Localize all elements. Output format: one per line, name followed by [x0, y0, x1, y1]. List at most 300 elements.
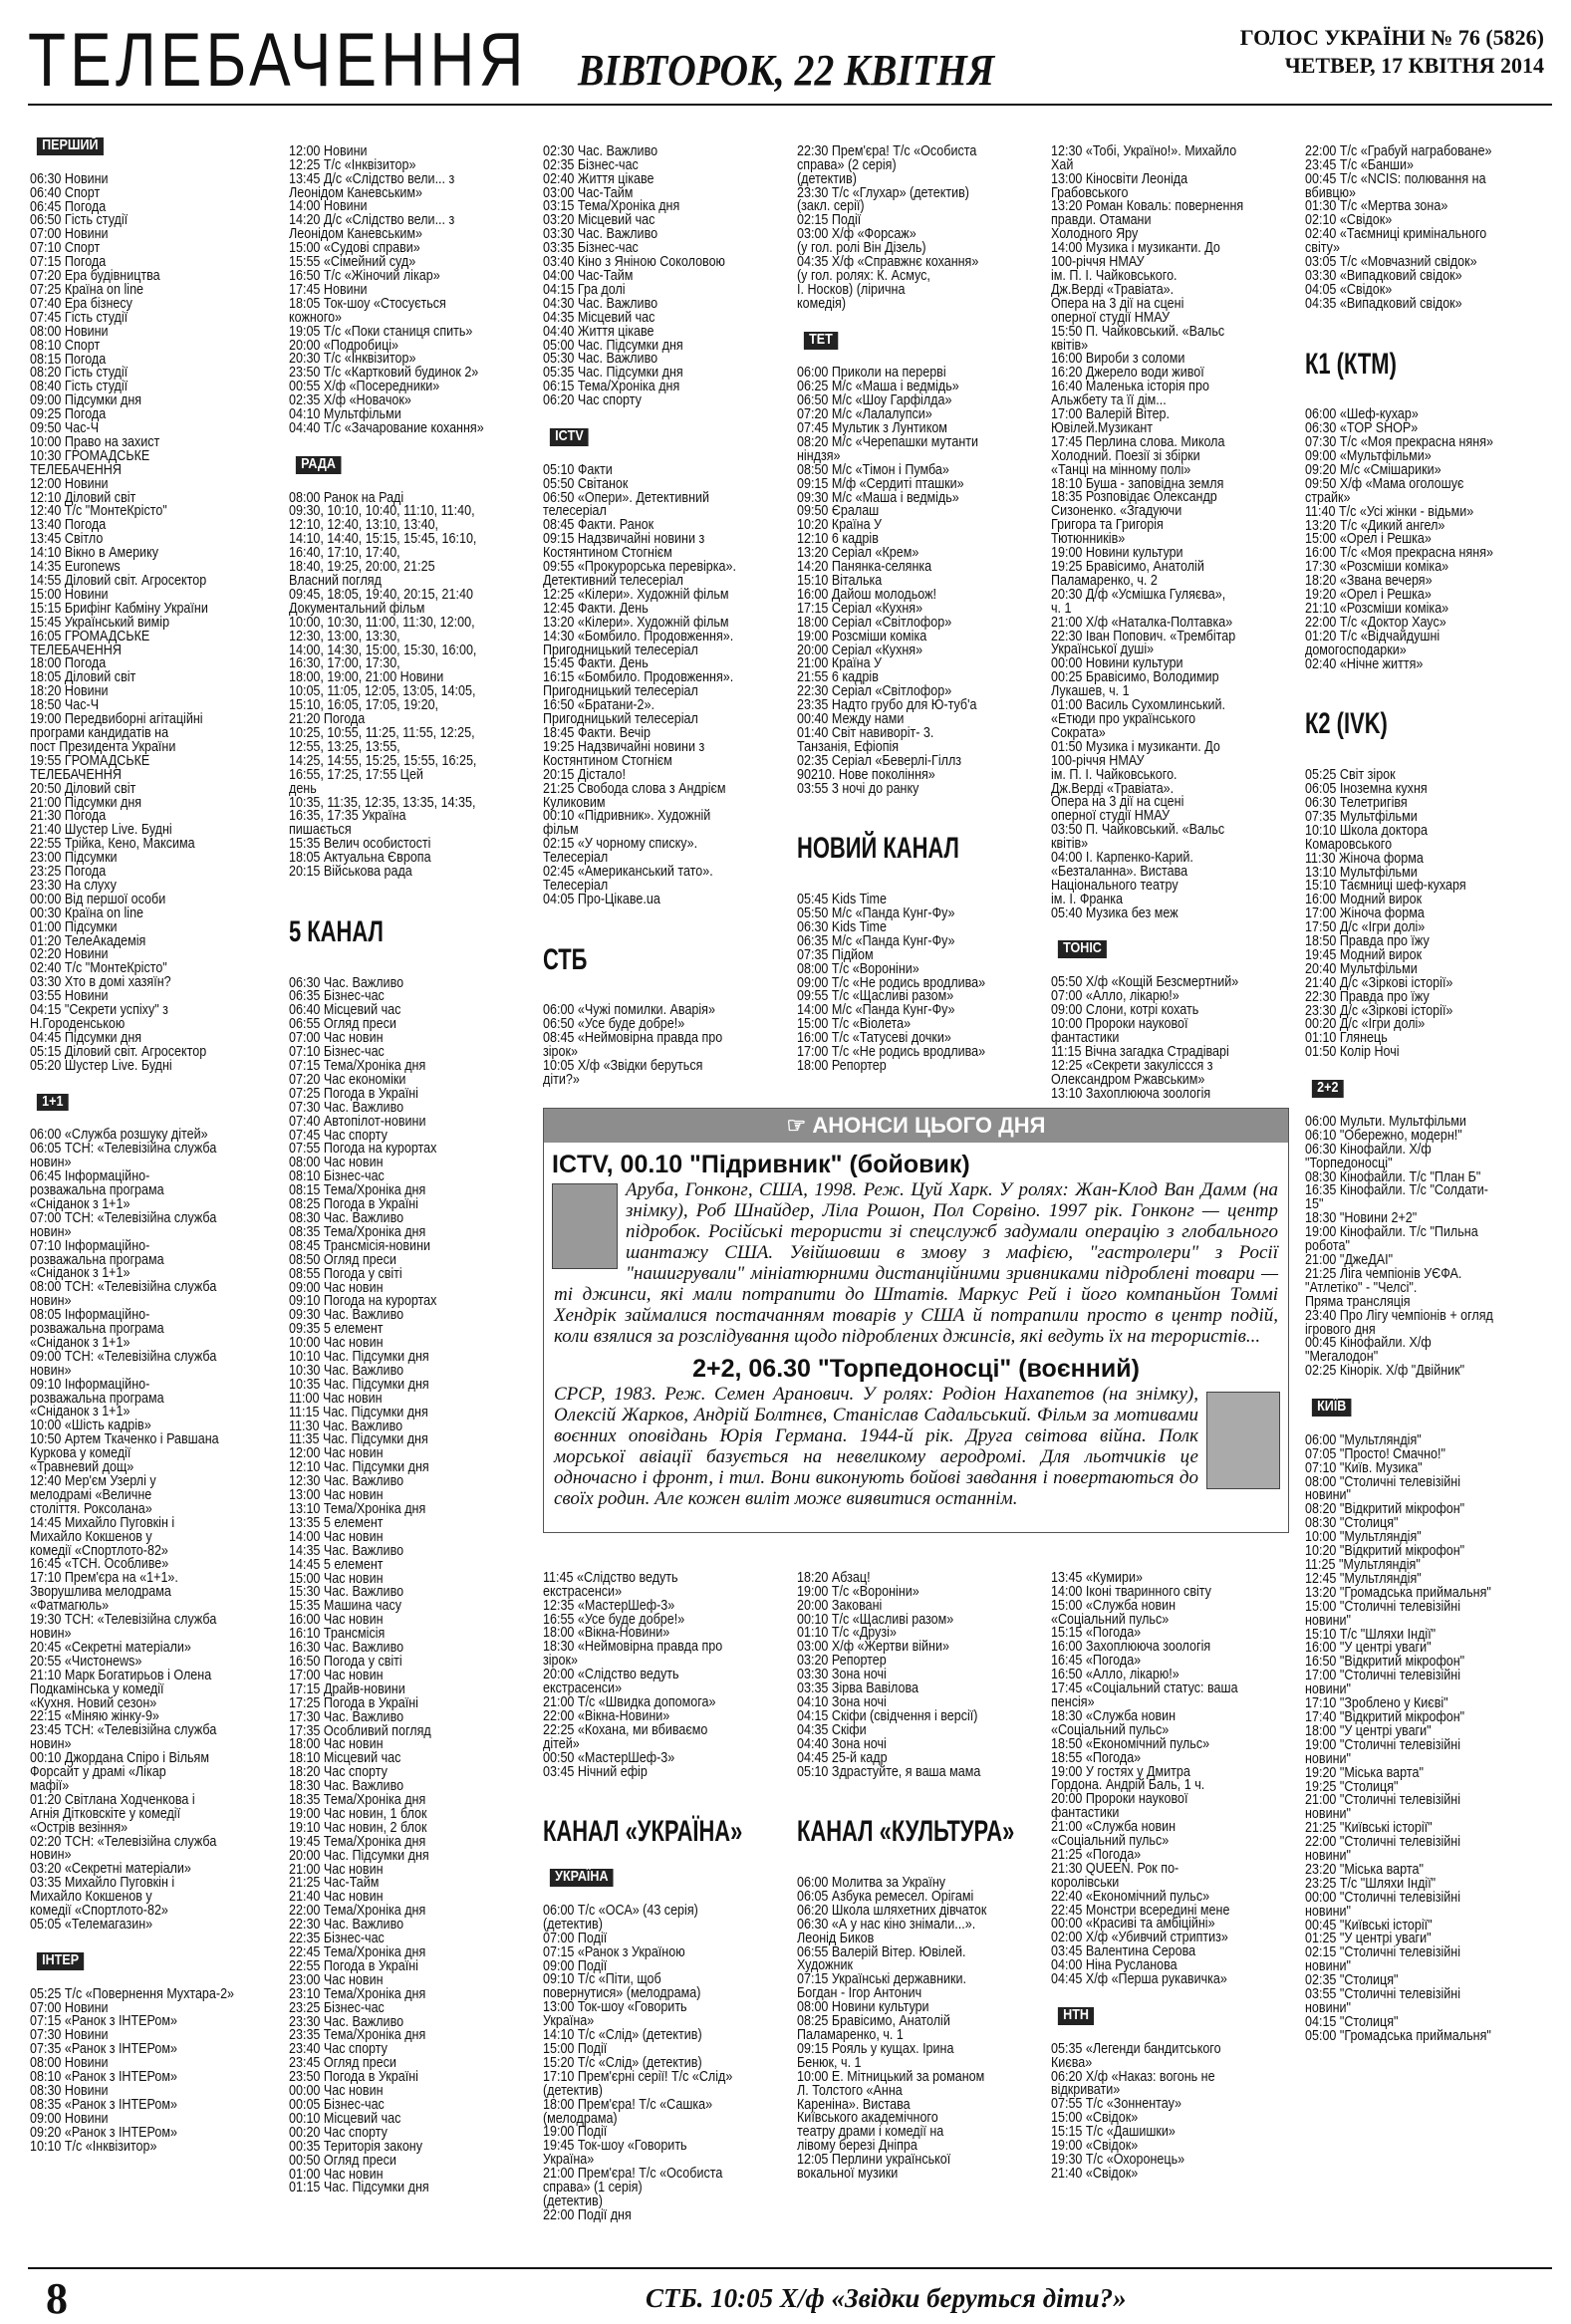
schedule-line: 08:00 Т/с «Вороніни» [797, 960, 919, 977]
schedule-line: дітей» [543, 1735, 580, 1752]
schedule-line: 23:20 "Міська варта" [1305, 1861, 1424, 1878]
schedule-line: 19:45 Модний вирок [1305, 946, 1423, 963]
announcement-1-text: Аруба, Гонконг, США, 1998. Реж. Цуй Харк. У ролях: Жан-Клод Ван Дамм (на знімку), Роб Шнайдер, Ліла Рошон, Пол Сорвіно. 1997 рік. Гонконг — центр підробок. Російські терористи зі спецслужб задумали операцію з глобального шантажу США. Увійшовши в змову з мафією, "гастролери" з Росії "нашигрували" мініатюрними дистанційними зривниками підроблені товари — ті джинси, які мали потрапити до Штатів. Маркус Рей і його компаньйон Томмі Хендрік займалися постачанням товарів у США й потрапили просто в центр подій, коли взялися за розслідування щодо підроблених джинсів, які ведуть їх на терористів... [554, 1179, 1278, 1347]
schedule-line: 07:20 М/с «Лалалупси» [797, 406, 932, 423]
schedule-line: 21:40 Шустер Live. Будні [30, 822, 172, 839]
schedule-line: 13:20 Роман Коваль: повернення [1051, 198, 1244, 215]
schedule-line: 09:00 «Мультфільми» [1305, 448, 1432, 465]
schedule-line: 16:50 "Відкритий мікрофон" [1305, 1654, 1465, 1671]
schedule-line: 02:40 «Нічне життя» [1305, 655, 1424, 672]
schedule-line: 12:10, 12:40, 13:10, 13:40, [289, 517, 439, 534]
schedule-line: 01:30 Т/с «Мертва зона» [1305, 198, 1448, 215]
kultura-schedule [797, 1877, 1002, 2182]
schedule-line: 00:40 Между нами [797, 711, 905, 728]
schedule-line: 20:00 Заковані [797, 1597, 883, 1614]
schedule-line: 04:10 Мультфільми [289, 406, 401, 423]
schedule-line: 01:10 Глянець [1305, 1030, 1388, 1047]
schedule-line: 04:15 Скіфи (свідчення і версії) [797, 1707, 978, 1724]
schedule-line: 23:10 Тема/Хроніка дня [289, 1985, 426, 2002]
schedule-line: 05:20 Шустер Live. Будні [30, 1057, 172, 1074]
schedule-line: 08:10 «Ранок з ІНТЕРом» [30, 2069, 177, 2086]
schedule-line: 14:00 Час новин [289, 1528, 384, 1545]
schedule-line: 04:40 Життя цікаве [543, 323, 655, 340]
schedule-line: 07:10 "Київ. Музика" [1305, 1459, 1423, 1476]
schedule-line: 16:30, 17:00, 17:30, [289, 655, 400, 672]
schedule-line: 09:25 Погода [30, 406, 107, 423]
schedule-line: новини" [1305, 1487, 1351, 1504]
schedule-line: 02:00 Х/ф «Убивчий стриптиз» [1051, 1930, 1228, 1946]
schedule-line: 13:00 Час новин [289, 1487, 384, 1504]
schedule-line: 21:00 Х/ф «Наталка-Полтавка» [1051, 614, 1233, 631]
schedule-line: 05:25 Світ зірок [1305, 767, 1396, 784]
schedule-line: 20:50 Діловий світ [30, 780, 136, 797]
schedule-line: 06:35 М/с «Панда Кунг-Фу» [797, 932, 955, 949]
schedule-line: 17:00 Т/с «Не родись вродлива» [797, 1044, 986, 1061]
schedule-line: 09:10 Інформаційно- [30, 1376, 150, 1393]
schedule-line: Григора та Григорія [1051, 517, 1164, 534]
schedule-line: 09:45, 18:05, 19:40, 20:15, 21:40 [289, 586, 473, 603]
schedule-line: 11:00 Час новин [289, 1390, 383, 1407]
schedule-line: 18:50 Час-Ч [30, 697, 100, 714]
schedule-line: домогосподарки» [1305, 642, 1407, 658]
schedule-line: 02:15 «У чорному списку». [543, 836, 698, 853]
schedule-line: 14:20 Панянка-селянка [797, 559, 932, 576]
schedule-line: 08:45 Факти. Ранок [543, 517, 655, 534]
schedule-line: 08:30 "Столиця" [1305, 1515, 1399, 1532]
schedule-line: 07:35 Підйом [797, 946, 874, 963]
schedule-line: 09:30, 10:10, 10:40, 11:10, 11:40, [289, 503, 475, 520]
schedule-line: 06:35 Бізнес-час [289, 988, 385, 1005]
schedule-line: 07:30 Т/с «Моя прекрасна няня» [1305, 434, 1493, 451]
schedule-line: 05:00 "Громадська приймальня" [1305, 2027, 1491, 2044]
pershyi-logo: ПЕРШИЙ [37, 137, 104, 155]
ntn-logo: НТН [1058, 2007, 1094, 2025]
schedule-line: 08:50 Огляд преси [289, 1251, 396, 1268]
schedule-line: 08:00 Новини культури [797, 1999, 929, 2016]
schedule-line: 07:30 Час. Важливо [289, 1099, 404, 1116]
schedule-line: Пригодницький телесеріал [543, 711, 698, 728]
column-1 [30, 118, 235, 2168]
schedule-line: 16:40 Маленька історія про [1051, 379, 1209, 395]
schedule-line: 03:35 Михайло Пуговкін і [30, 1875, 175, 1892]
schedule-line: Гордона. Андрій Баль, 1 ч. [1051, 1777, 1205, 1794]
schedule-line: 00:10 Т/с «Щасливі разом» [797, 1611, 954, 1628]
schedule-line: 17:00 "Столичні телевізійні [1305, 1668, 1461, 1684]
schedule-line: ТЕЛЕБАЧЕННЯ [30, 461, 122, 478]
schedule-line: 17:15 Драйв-новини [289, 1680, 405, 1697]
tet-logo: ТЕТ [804, 332, 838, 350]
schedule-line: 05:50 Світанок [543, 475, 629, 492]
schedule-line: 00:45 Кінофайли. Х/ф [1305, 1335, 1432, 1352]
schedule-line: 14:10 Вікно в Америку [30, 545, 158, 562]
schedule-line: 02:35 Х/ф «Новачок» [289, 392, 411, 409]
schedule-line: 21:25 Час-Тайм [289, 1875, 380, 1892]
schedule-line: фантастики [1051, 1805, 1120, 1822]
schedule-line: 09:55 Т/с «Щасливі разом» [797, 988, 954, 1005]
schedule-line: 04:35 Х/ф «Справжнє кохання» [797, 254, 979, 271]
schedule-line: 07:10 Бізнес-час [289, 1044, 385, 1061]
schedule-line: «Етюди про українського [1051, 710, 1196, 727]
schedule-line: 06:55 Валерій Вітер. Ювілей. [797, 1943, 966, 1960]
schedule-line: 03:20 Місцевий час [543, 212, 655, 229]
schedule-line: 21:25 Ліга чемпіонів УЄФА. [1305, 1265, 1462, 1282]
schedule-line: ігрового дня [1305, 1321, 1376, 1338]
schedule-line: 09:20 «Ранок з ІНТЕРом» [30, 2124, 177, 2141]
schedule-line: 16:00 Дайош молодьож! [797, 586, 937, 603]
schedule-line: королівськи [1051, 1874, 1120, 1891]
schedule-line: 10:00 «Шість кадрів» [30, 1418, 151, 1434]
schedule-line: 19:00 Передвиборні агітаційні [30, 711, 203, 728]
schedule-line: 02:35 Бізнес-час [543, 156, 639, 173]
schedule-line: 06:00 Т/с «ОСА» (43 серія) [543, 1902, 698, 1919]
schedule-line: 01:25 "У центрі уваги" [1305, 1931, 1432, 1947]
schedule-line: 07:25 Країна on line [30, 281, 144, 298]
schedule-line: Детективний телесеріал [543, 573, 683, 589]
schedule-line: 18:20 Абзац! [797, 1569, 871, 1586]
ictv-schedule [543, 461, 748, 907]
schedule-line: ім. І. Франка [1051, 891, 1124, 907]
schedule-line: 16:00 Т/с «Моя прекрасна няня» [1305, 545, 1493, 562]
schedule-line: 16:40, 17:10, 17:40, [289, 545, 400, 562]
schedule-line: Леонідом Каневським» [289, 226, 422, 243]
schedule-line: 18:20 Новини [30, 683, 109, 700]
column-4 [797, 118, 1002, 1088]
schedule-line: Подкамінська у комедії [30, 1680, 164, 1697]
page-number: 8 [46, 2274, 68, 2323]
schedule-line: 21:00 "Столичні телевізійні [1305, 1792, 1461, 1809]
schedule-line: 20:00 Час. Підсумки дня [289, 1847, 429, 1864]
schedule-line: Л. Толстого «Анна [797, 2082, 903, 2099]
schedule-line: 03:30 «Випадковий свідок» [1305, 267, 1462, 284]
schedule-line: зірок» [543, 1653, 578, 1670]
schedule-line: 04:15 "Столиця" [1305, 2013, 1399, 2030]
schedule-line: 18:45 Факти. Вечір [543, 724, 652, 741]
schedule-line: 21:00 Підсумки дня [30, 794, 142, 811]
schedule-line: 16:15 «Бомбило. Продовження». [543, 669, 734, 686]
schedule-line: 08:00 "Столичні телевізійні [1305, 1473, 1461, 1490]
schedule-line: 13:20 "Громадська приймальня" [1305, 1584, 1491, 1601]
schedule-line: 03:00 Час-Тайм [543, 184, 634, 201]
schedule-line: 02:40 Життя цікаве [543, 170, 655, 187]
schedule-line: 09:50 Єралаш [797, 503, 880, 520]
schedule-line: квітів» [1051, 836, 1089, 853]
schedule-line: 18:50 Правда про їжу [1305, 933, 1430, 950]
schedule-line: 19:20 "Міська варта" [1305, 1764, 1424, 1781]
schedule-line: 10:30 ГРОМАДСЬКЕ [30, 447, 150, 464]
schedule-line: 01:15 Час. Підсумки дня [289, 2180, 429, 2196]
schedule-line: 19:00 "Столичні телевізійні [1305, 1736, 1461, 1753]
schedule-line: Зворушлива мелодрама [30, 1584, 171, 1601]
schedule-line: 04:00 І. Карпенко-Карий. [1051, 850, 1193, 867]
schedule-line: «Сніданок з 1+1» [30, 1334, 131, 1351]
schedule-line: 16:00 Захоплююча зоологія [1051, 1639, 1211, 1656]
schedule-line: «Танці на мінному полі» [1051, 461, 1191, 478]
schedule-line: комедії «Спортлото-82» [30, 1903, 168, 1920]
schedule-line: 05:10 Факти [543, 461, 613, 478]
schedule-line: 16:55, 17:25, 17:55 Цей [289, 766, 423, 783]
schedule-line: 04:35 Місцевий час [543, 309, 655, 326]
schedule-line: 01:20 ТелеАкадемія [30, 932, 146, 949]
schedule-line: 06:30 Кінофайли. Х/ф [1305, 1141, 1432, 1158]
schedule-line: 19:00 Події [543, 2124, 608, 2141]
schedule-line: 07:00 Новини [30, 226, 109, 243]
schedule-line: Бенюк, ч. 1 [797, 2054, 862, 2071]
schedule-line: 08:30 Час. Важливо [289, 1209, 404, 1226]
schedule-line: Дж.Верді «Травіата». [1051, 780, 1175, 797]
schedule-line: 00:10 Місцевий час [289, 2110, 401, 2127]
k2-schedule [1305, 769, 1528, 1060]
schedule-line: 15:45 Український вимір [30, 614, 170, 631]
schedule-line: 12:05 Перлини української [797, 2152, 951, 2169]
schedule-line: Документальний фільм [289, 600, 425, 617]
actor-photo-1 [552, 1183, 618, 1269]
schedule-line: Сократа» [1051, 724, 1106, 741]
schedule-line: 08:20 М/с «Черепашки мутанти [797, 433, 979, 450]
schedule-line: 02:15 "Столичні телевізійні [1305, 1944, 1461, 1961]
schedule-line: 09:15 М/ф «Сердиті пташки» [797, 475, 964, 492]
schedule-line: (детектив) [543, 1916, 603, 1933]
schedule-line: 22:30 Серіал «Світлофор» [797, 683, 952, 700]
schedule-line: Телесеріал [543, 850, 609, 867]
schedule-line: 11:35 Час. Підсумки дня [289, 1431, 428, 1448]
schedule-line: (детектив) [543, 2193, 603, 2209]
schedule-line: 21:10 «Розсміши коміка» [1305, 601, 1449, 617]
schedule-line: 02:35 Серіал «Беверлі-Гіллз [797, 752, 962, 769]
schedule-line: 20:30 Т/с «Інквізитор» [289, 351, 416, 368]
schedule-line: 16:50 «Алло, лікарю!» [1051, 1667, 1179, 1683]
schedule-line: 14:10, 14:40, 15:15, 15:45, 16:10, [289, 531, 477, 548]
schedule-line: 06:20 Х/ф «Наказ: вогонь не [1051, 2068, 1215, 2085]
schedule-line: 22:30 Правда про їжу [1305, 988, 1430, 1005]
schedule-line: 08:15 Погода [30, 351, 107, 368]
schedule-line: 23:40 Час спорту [289, 2041, 388, 2058]
schedule-line: 08:10 Спорт [30, 337, 101, 354]
schedule-line: 17:25 Погода в Україні [289, 1694, 418, 1711]
schedule-line: фантастики [1051, 1029, 1120, 1046]
schedule-line: 17:45 «Соціальний статус: ваша [1051, 1680, 1238, 1697]
tonis-schedule [1051, 976, 1256, 1101]
schedule-line: 08:10 Бізнес-час [289, 1168, 385, 1185]
schedule-line: 18:00 Час новин [289, 1736, 384, 1753]
schedule-line: 15:00 "Столичні телевізійні [1305, 1598, 1461, 1615]
schedule-line: 10:00 Час новин [289, 1335, 384, 1352]
schedule-line: 21:00 Країна У [797, 655, 883, 672]
schedule-line: 04:05 «Свідок» [1305, 281, 1393, 298]
schedule-line: «Безталанна». Вистава [1051, 863, 1188, 880]
schedule-line: 12:00 Новини [30, 475, 109, 492]
announcements-box [543, 1108, 1289, 1533]
schedule-line: 08:45 «Неймовірна правда про [543, 1030, 723, 1047]
schedule-line: 19:55 ГРОМАДСЬКЕ [30, 752, 150, 769]
schedule-line: Холодного Яру [1051, 226, 1139, 243]
schedule-line: 19:25 Бравісимо, Анатолій [1051, 559, 1204, 575]
schedule-line: квітів» [1051, 337, 1089, 354]
schedule-line: 15:00 Час новин [289, 1570, 384, 1587]
schedule-line: 07:15 «Ранок з Україною [543, 1943, 685, 1960]
schedule-line: 00:00 Новини культури [1051, 655, 1183, 672]
schedule-line: 12:40 Т/с "МонтеКрісто" [30, 503, 167, 520]
schedule-line: 20:00 «Слідство ведуть [543, 1667, 679, 1683]
schedule-line: 00:45 "Київські історії" [1305, 1917, 1433, 1934]
schedule-line: 16:05 ГРОМАДСЬКЕ [30, 628, 150, 645]
schedule-line: 06:05 Азбука ремесел. Орігамі [797, 1888, 974, 1905]
schedule-line: 15:00 «Судові справи» [289, 240, 420, 257]
schedule-line: 14:55 Діловий світ. Агросектор [30, 573, 207, 589]
schedule-line: Сизоненко. «Згадуючи [1051, 503, 1182, 520]
schedule-line: 12:25 Т/с «Інквізитор» [289, 156, 416, 173]
schedule-line: 15:00 «Служба новин [1051, 1597, 1177, 1614]
rada-schedule [289, 489, 494, 881]
schedule-line: 12:30 Час. Важливо [289, 1473, 404, 1490]
schedule-line: 07:15 Погода [30, 254, 107, 271]
schedule-line: мелодрамі «Величне [30, 1486, 152, 1503]
schedule-line: 17:10 "Зроблено у Києві" [1305, 1695, 1448, 1712]
schedule-line: 18:00 Репортер [797, 1058, 887, 1074]
schedule-line: 21:30 Погода [30, 808, 107, 825]
schedule-line: Холодний. Поезії зі збірки [1051, 447, 1200, 464]
schedule-line: 09:30 М/с «Маша і ведмідь» [797, 489, 959, 506]
schedule-line: 04:30 Час. Важливо [543, 295, 658, 312]
schedule-line: 17:50 Д/с «Ігри долі» [1305, 919, 1426, 936]
schedule-line: 09:35 5 елемент [289, 1321, 384, 1338]
schedule-line: 00:00 "Столичні телевізійні [1305, 1889, 1461, 1906]
schedule-line: 23:30 Час. Важливо [289, 2013, 404, 2030]
schedule-line: 18:10 Буша - заповідна земля [1051, 475, 1224, 492]
schedule-line: 00:50 Огляд преси [289, 2152, 396, 2169]
schedule-line: 02:25 Кінорік. Х/ф "Двійник" [1305, 1363, 1465, 1380]
footer-highlight: СТБ. 10:05 Х/ф «Звідки беруться діти?» [646, 2283, 1127, 2313]
schedule-line: 09:00 Слони, котрі кохать [1051, 1002, 1199, 1019]
announcement-2-text: СРСР, 1983. Реж. Семен Аранович. У ролях: Родіон Нахапетов (на знімку), Олексій Жарков, Андрій Болтнєв, Станіслав Садальський. Фільм за мотивами воєнних оповідань Юрія Германа. 1944-й рік. Друга світова війна. Полк морської авіації базується на невеликому аеродромі. Для льотчиків це одночасно і фронт, і тил. Вони виконують бойові завдання і повертаються до своїх родин. Але кожен виліт може виявитися останнім. [554, 1384, 1198, 1509]
schedule-line: 08:30 Кінофайли. Т/с "План Б" [1305, 1168, 1481, 1185]
schedule-line: 00:20 Д/с «Ігри долі» [1305, 1016, 1426, 1033]
schedule-line: 02:35 "Столиця" [1305, 1972, 1399, 1989]
schedule-line: 23:45 ТСН: «Телевізійна служба [30, 1722, 217, 1739]
schedule-line: «Фатмагюль» [30, 1598, 110, 1615]
schedule-line: 20:55 «Чистонews» [30, 1653, 142, 1670]
schedule-line: 17:35 Особливий погляд [289, 1722, 431, 1739]
schedule-line: 21:10 Марк Богатирьов і Олена [30, 1667, 212, 1683]
schedule-line: 19:45 Тема/Хроніка дня [289, 1833, 426, 1850]
schedule-line: 12:30 «Тобі, Україно!». Михайло [1051, 142, 1237, 159]
schedule-line: (закл. серії) [797, 198, 865, 215]
schedule-line: 11:30 Жіноча форма [1305, 850, 1424, 867]
schedule-line: 06:45 Погода [30, 198, 107, 215]
schedule-line: 22:45 Монстри всередині мене [1051, 1902, 1230, 1919]
schedule-line: 12:00 Час новин [289, 1445, 384, 1462]
schedule-line: 20:40 Мультфільми [1305, 960, 1418, 977]
schedule-line: Паламаренко, ч. 1 [797, 2027, 904, 2043]
schedule-line: 17:45 Перлина слова. Микола [1051, 433, 1225, 450]
schedule-line: 10:10 Т/с «Інквізитор» [30, 2138, 157, 2155]
schedule-line: Куркова у комедії [30, 1445, 131, 1462]
schedule-line: 20:00 «Подробиці» [289, 337, 399, 354]
schedule-line: програми кандидатів на [30, 724, 169, 741]
issue-info [1240, 24, 1544, 80]
footer-rule [28, 2267, 1552, 2269]
kultura-heading: КАНАЛ «КУЛЬТУРА» [797, 1815, 1015, 1849]
schedule-line: 07:25 Погода в Україні [289, 1085, 418, 1102]
schedule-line: пишається [289, 822, 352, 839]
schedule-line: 06:40 Місцевий час [289, 1002, 401, 1019]
schedule-line: 15:00 «Орел і Решка» [1305, 531, 1432, 548]
schedule-line: 06:30 «А у нас кіно знімали...». [797, 1916, 976, 1933]
schedule-line: 18:35 Тема/Хроніка дня [289, 1792, 426, 1809]
schedule-line: 19:30 Т/с «Охоронець» [1051, 2151, 1185, 2168]
tet-schedule [797, 367, 1002, 796]
schedule-line: 17:30 Час. Важливо [289, 1708, 404, 1725]
schedule-line: 15:50 П. Чайковський. «Вальс [1051, 323, 1225, 340]
schedule-line: 09:15 Надзвичайні новини з [543, 531, 705, 548]
schedule-line: 04:45 25-й кадр [797, 1749, 888, 1766]
schedule-line: 22:40 «Економічний пульс» [1051, 1888, 1210, 1905]
schedule-line: 09:00 Події [543, 1957, 608, 1974]
schedule-line: 01:00 Василь Сухомлинський. [1051, 697, 1226, 714]
schedule-line: 13:10 Тема/Хроніка дня [289, 1501, 426, 1517]
schedule-line: театру драми і комедії на [797, 2124, 944, 2141]
schedule-line: 22:30 Прем'єра! Т/с «Особиста [797, 142, 977, 159]
schedule-line: вокальної музики [797, 2166, 899, 2183]
schedule-line: 10:00 Право на захист [30, 433, 160, 450]
schedule-line: Грабовського [1051, 184, 1129, 201]
schedule-line: Кареніна». Вистава [797, 2096, 911, 2113]
schedule-line: 00:35 Територія закону [289, 2138, 423, 2155]
schedule-line: 07:30 Новини [30, 2027, 109, 2044]
schedule-line: 22:55 Погода в Україні [289, 1957, 418, 1974]
schedule-line: 08:40 Гість студії [30, 379, 129, 395]
schedule-line: 00:55 Х/ф «Посередники» [289, 379, 440, 395]
schedule-line: екстрасенси» [543, 1680, 623, 1697]
schedule-line: Куликовим [543, 794, 606, 811]
schedule-line: розважальна програма [30, 1321, 164, 1338]
schedule-line: 13:00 Ток-шоу «Говорить [543, 1999, 687, 2016]
paper-name: ГОЛОС УКРАЇНИ № 76 (5826) [1239, 25, 1544, 50]
schedule-line: 00:25 Бравісимо, Володимир [1051, 669, 1219, 686]
schedule-line: 06:50 М/с «Шоу Гарфілда» [797, 392, 952, 409]
schedule-line: 00:10 Джордана Спіро і Вільям [30, 1750, 209, 1767]
novyi-heading: НОВИЙ КАНАЛ [797, 832, 959, 866]
schedule-line: 18:00 "У центрі уваги" [1305, 1722, 1432, 1739]
schedule-line: 23:50 Т/с «Картковий будинок 2» [289, 365, 479, 382]
schedule-line: 14:45 5 елемент [289, 1556, 384, 1573]
schedule-line: світу» [1305, 240, 1341, 257]
page-title: ТЕЛЕБАЧЕННЯ [28, 18, 528, 103]
schedule-line: 08:00 Новини [30, 2055, 109, 2072]
schedule-line: 10:00 Е. Мітницький за романом [797, 2068, 985, 2085]
schedule-line: 05:00 Час. Підсумки дня [543, 337, 683, 354]
schedule-line: новини" [1305, 1903, 1351, 1920]
schedule-line: 22:00 Т/с «Грабуй награбоване» [1305, 142, 1492, 159]
ukraina-schedule-cont [797, 142, 1002, 312]
schedule-line: 15:10, 16:05, 17:05, 19:20, [289, 697, 439, 714]
actor-photo-2 [1206, 1392, 1280, 1489]
schedule-line: 12:45 "Мультляндія" [1305, 1570, 1422, 1587]
schedule-line: 05:35 Час. Підсумки дня [543, 365, 683, 382]
schedule-line: 16:10 Трансмісія [289, 1626, 386, 1643]
schedule-line: 12:45 Факти. День [543, 600, 649, 617]
schedule-line: Національного театру [1051, 877, 1178, 894]
schedule-line: Тютюнників» [1051, 531, 1126, 548]
schedule-line: 06:00 «Шеф-кухар» [1305, 406, 1419, 423]
schedule-line: 06:30 Телетригівя [1305, 794, 1408, 811]
schedule-line: 21:00 Прем'єра! Т/с «Особиста [543, 2166, 723, 2183]
schedule-line: 09:55 «Прокурорська перевірка». [543, 559, 736, 576]
schedule-line: 19:00 У гостях у Дмитра [1051, 1763, 1190, 1780]
schedule-line: 08:35 Тема/Хроніка дня [289, 1223, 426, 1240]
schedule-line: 22:25 «Кохана, ми вбиваємо [543, 1721, 708, 1738]
schedule-line: 10:10 Школа доктора [1305, 822, 1429, 839]
schedule-line: 13:45 «Кумири» [1051, 1569, 1143, 1586]
